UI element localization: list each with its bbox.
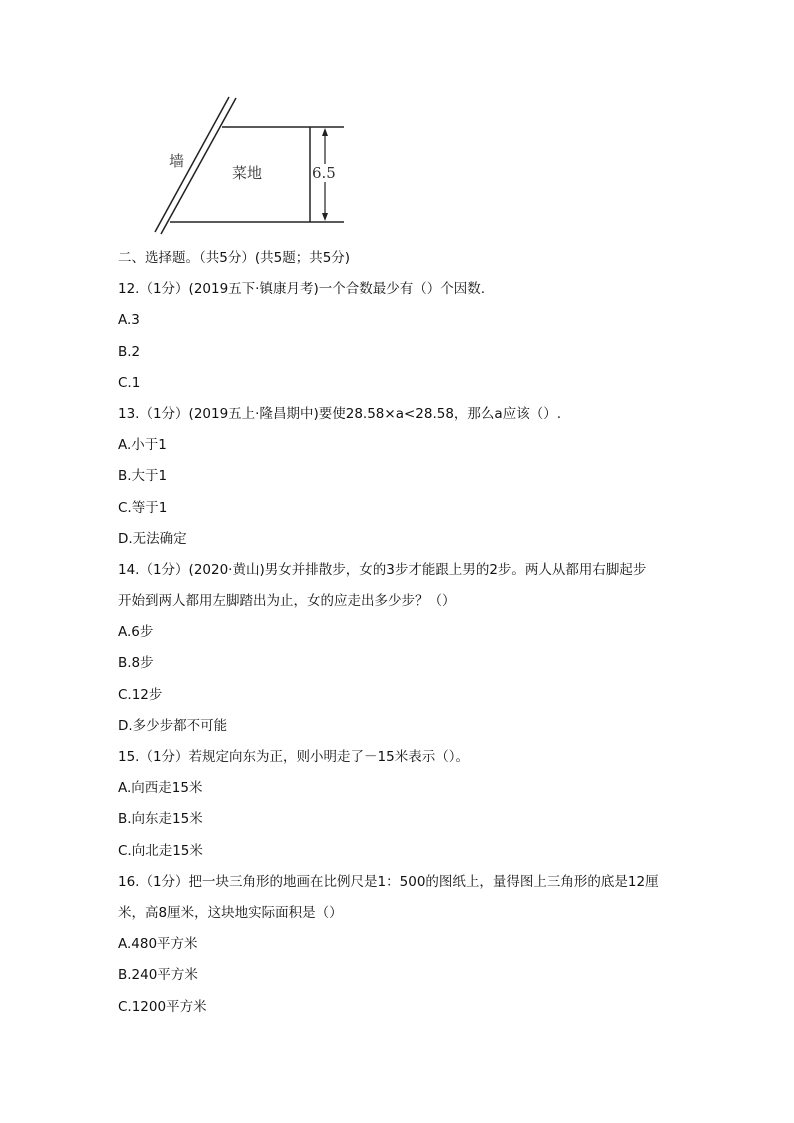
- answer-option[interactable]: C.1: [118, 374, 141, 391]
- answer-option[interactable]: D.无法确定: [118, 530, 187, 547]
- answer-option[interactable]: B.8步: [118, 655, 154, 672]
- arrow-head-down: [322, 213, 328, 221]
- question-stem: 15.（1分）若规定向东为正，则小明走了－15米表示（）。: [118, 749, 469, 765]
- question-stem: 14.（1分）(2020·黄山)男女并排散步，女的3步才能跟上男的2步。两人从都用右脚起步: [118, 561, 647, 578]
- wall-line-outer: [155, 97, 229, 232]
- answer-option[interactable]: A.6步: [118, 624, 154, 641]
- answer-option[interactable]: A.480平方米: [118, 936, 198, 953]
- answer-option[interactable]: D.多少步都不可能: [118, 717, 228, 734]
- answer-option[interactable]: B.大于1: [118, 468, 168, 485]
- question-list: [118, 243, 718, 1023]
- answer-option[interactable]: C.向北走15米: [118, 842, 203, 859]
- question-stem: 16.（1分）把一块三角形的地画在比例尺是1：500的图纸上，量得图上三角形的底是12厘: [118, 873, 659, 890]
- answer-option[interactable]: A.3: [118, 312, 140, 329]
- answer-option[interactable]: B.向东走15米: [118, 811, 203, 828]
- height-label: 6.5: [312, 164, 336, 182]
- question-stem: 开始到两人都用左脚踏出为止，女的应走出多少步？（）: [118, 593, 456, 610]
- wall-label: 墙: [169, 152, 185, 170]
- vegetable-field-figure: [0, 0, 400, 240]
- answer-option[interactable]: B.240平方米: [118, 967, 198, 984]
- question-stem: 12.（1分）(2019五下·镇康月考)一个合数最少有（）个因数.: [118, 281, 486, 298]
- arrow-head-up: [322, 128, 328, 136]
- section-heading: 二、选择题。（共5分）(共5题；共5分): [118, 250, 351, 266]
- answer-option[interactable]: A.小于1: [118, 437, 167, 454]
- answer-option[interactable]: A.向西走15米: [118, 780, 203, 797]
- question-stem: 米，高8厘米，这块地实际面积是（）: [118, 904, 343, 921]
- answer-option[interactable]: B.2: [118, 343, 141, 360]
- answer-option[interactable]: C.等于1: [118, 499, 168, 516]
- question-stem: 13.（1分）(2019五上·隆昌期中)要使28.58×a<28.58，那么a应该（）.: [118, 405, 561, 422]
- answer-option[interactable]: C.12步: [118, 686, 163, 703]
- field-label: 菜地: [232, 164, 263, 182]
- answer-option[interactable]: C.1200平方米: [118, 998, 207, 1015]
